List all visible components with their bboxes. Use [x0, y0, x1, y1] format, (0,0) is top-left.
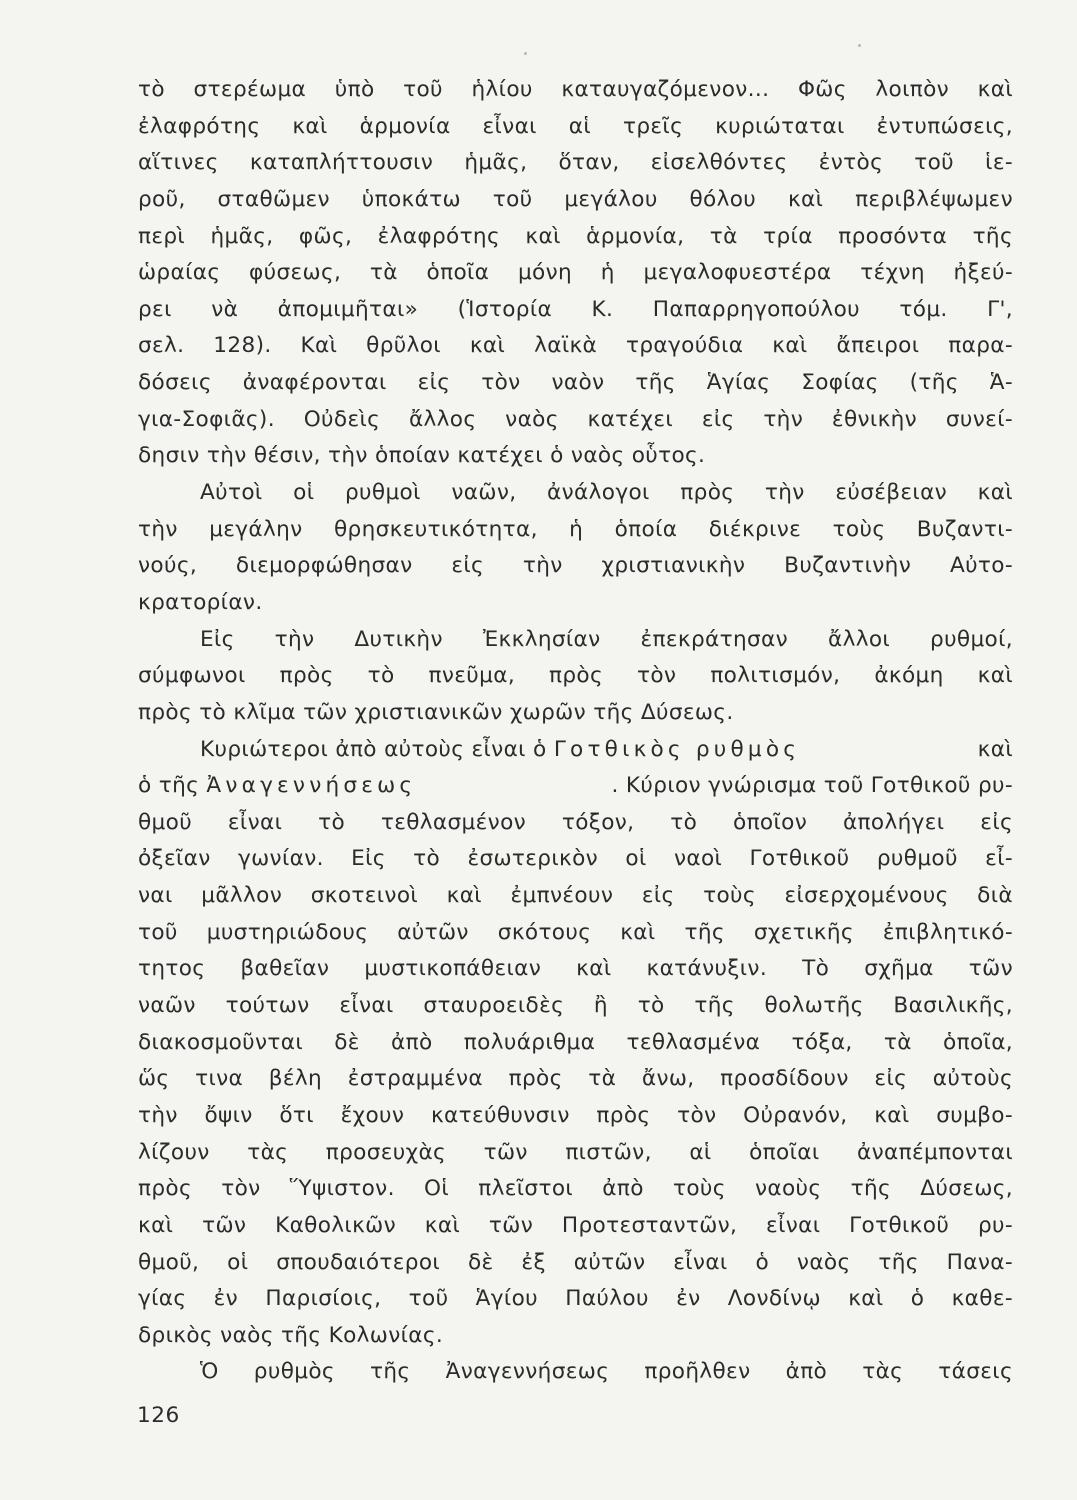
text-line: νούς, διεμορφώθησαν εἰς τὴν χριστιανικὴν Βυζαντινὴν Αὐτο-	[138, 553, 1013, 579]
text-line: ναῶν τούτων εἶναι σταυροειδὲς ἢ τὸ τῆς θολωτῆς Βασιλικῆς,	[138, 993, 1013, 1019]
ink-speck	[858, 44, 861, 47]
text-line: ναι μᾶλλον σκοτεινοὶ καὶ ἐμπνέουν εἰς τοὺς εἰσερχομένους διὰ	[138, 883, 1013, 909]
text-line: τοῦ μυστηριώδους αὐτῶν σκότους καὶ τῆς σχετικῆς ἐπιβλητικό-	[138, 919, 1013, 945]
text-line: τητος βαθεῖαν μυστικοπάθειαν καὶ κατάνυξιν. Τὸ σχῆμα τῶν	[138, 956, 1013, 982]
page-body	[138, 72, 1013, 1391]
text-line: ρει νὰ ἀπομιμῆται» (Ἱστορία Κ. Παπαρρηγοπούλου τόμ. Γ',	[138, 296, 1013, 322]
text-line: ροῦ, σταθῶμεν ὑποκάτω τοῦ μεγάλου θόλου καὶ περιβλέψωμεν	[138, 186, 1013, 212]
text-line: αἵτινες καταπλήττουσιν ἡμᾶς, ὅταν, εἰσελθόντες ἐντὸς τοῦ ἱε-	[138, 150, 1013, 176]
text-line: δησιν τὴν θέσιν, τὴν ὁποίαν κατέχει ὁ ναὸς οὗτος.	[138, 443, 706, 469]
text-line	[138, 732, 1013, 769]
text-line: πρὸς τὸ κλῖμα τῶν χριστιανικῶν χωρῶν τῆς Δύσεως.	[138, 699, 734, 725]
text-line: δρικὸς ναὸς τῆς Κολωνίας.	[138, 1322, 444, 1348]
text-line: γίας ἐν Παρισίοις, τοῦ Ἁγίου Παύλου ἐν Λονδίνῳ καὶ ὁ καθε-	[138, 1286, 1013, 1312]
text-line: διακοσμοῦνται δὲ ἀπὸ πολυάριθμα τεθλασμένα τόξα, τὰ ὁποῖα,	[138, 1029, 1013, 1055]
text-line: τὴν ὄψιν ὅτι ἔχουν κατεύθυνσιν πρὸς τὸν Οὐρανόν, καὶ συμβο-	[138, 1102, 1013, 1128]
text-line: σελ. 128). Καὶ θρῦλοι καὶ λαϊκὰ τραγούδια καὶ ἄπειροι παρα-	[138, 333, 1013, 359]
text-line: ὀξεῖαν γωνίαν. Εἰς τὸ ἐσωτερικὸν οἱ ναοὶ Γοτθικοῦ ρυθμοῦ εἶ-	[138, 846, 1013, 872]
text-segment: Κυριώτεροι ἀπὸ αὐτοὺς εἶναι ὁ	[200, 736, 554, 762]
text-line: περὶ ἡμᾶς, φῶς, ἐλαφρότης καὶ ἁρμονία, τὰ τρία προσόντα τῆς	[138, 223, 1013, 249]
text-line: τὸ στερέωμα ὑπὸ τοῦ ἡλίου καταυγαζόμενον... Φῶς λοιπὸν καὶ	[138, 77, 1013, 102]
text-line: Εἰς τὴν Δυτικὴν Ἐκκλησίαν ἐπεκράτησαν ἄλλοι ρυθμοί,	[200, 626, 1013, 652]
text-line: πρὸς τὸν Ὕψιστον. Οἱ πλεῖστοι ἀπὸ τοὺς ναοὺς τῆς Δύσεως,	[138, 1176, 1013, 1202]
text-line: δόσεις ἀναφέρονται εἰς τὸν ναὸν τῆς Ἁγίας Σοφίας (τῆς Ἁ-	[138, 370, 1013, 396]
text-segment: ὁ τῆς	[138, 773, 207, 799]
text-line: ὥς τινα βέλη ἐστραμμένα πρὸς τὰ ἄνω, προσδίδουν εἰς αὐτοὺς	[138, 1066, 1013, 1092]
text-line: τὴν μεγάλην θρησκευτικότητα, ἡ ὁποία διέκρινε τοὺς Βυζαντι-	[138, 516, 1013, 542]
text-line: κρατορίαν.	[138, 589, 263, 615]
text-line: καὶ τῶν Καθολικῶν καὶ τῶν Προτεσταντῶν, εἶναι Γοτθικοῦ ρυ-	[138, 1212, 1013, 1238]
page-number: 126	[137, 1403, 180, 1428]
ink-speck	[524, 52, 527, 55]
text-line: λίζουν τὰς προσευχὰς τῶν πιστῶν, αἱ ὁποῖαι ἀναπέμπονται	[138, 1139, 1013, 1165]
text-line: ἐλαφρότης καὶ ἁρμονία εἶναι αἱ τρεῖς κυριώταται ἐντυπώσεις,	[138, 113, 1013, 139]
text-line: θμοῦ, οἱ σπουδαιότεροι δὲ ἐξ αὐτῶν εἶναι ὁ ναὸς τῆς Πανα-	[138, 1249, 1013, 1275]
text-line: σύμφωνοι πρὸς τὸ πνεῦμα, πρὸς τὸν πολιτισμόν, ἀκόμη καὶ	[138, 663, 1013, 689]
text-line: Αὐτοὶ οἱ ρυθμοὶ ναῶν, ἀνάλογοι πρὸς τὴν εὐσέβειαν καὶ	[200, 480, 1013, 506]
text-segment: . Κύριον γνώρισμα τοῦ Γοτθικοῦ ρυ-	[611, 773, 1013, 799]
text-line: θμοῦ εἶναι τὸ τεθλασμένον τόξον, τὸ ὁποῖον ἀπολήγει εἰς	[138, 809, 1013, 835]
text-line: Ὁ ρυθμὸς τῆς Ἀναγεννήσεως προῆλθεν ἀπὸ τὰς τάσεις	[200, 1359, 1013, 1385]
text-line: για-Σοφιᾶς). Οὐδεὶς ἄλλος ναὸς κατέχει εἰς τὴν ἐθνικὴν συνεί-	[138, 406, 1013, 432]
emphasis-renaissance: Ἀναγεννήσεως	[206, 773, 417, 799]
text-line	[138, 768, 1013, 805]
text-line: ὡραίας φύσεως, τὰ ὁποῖα μόνη ἡ μεγαλοφυεστέρα τέχνη ἠξεύ-	[138, 260, 1013, 286]
text-segment: καὶ	[970, 736, 1013, 762]
emphasis-gothic-style: Γοτθικὸς ρυθμὸς	[553, 736, 801, 762]
